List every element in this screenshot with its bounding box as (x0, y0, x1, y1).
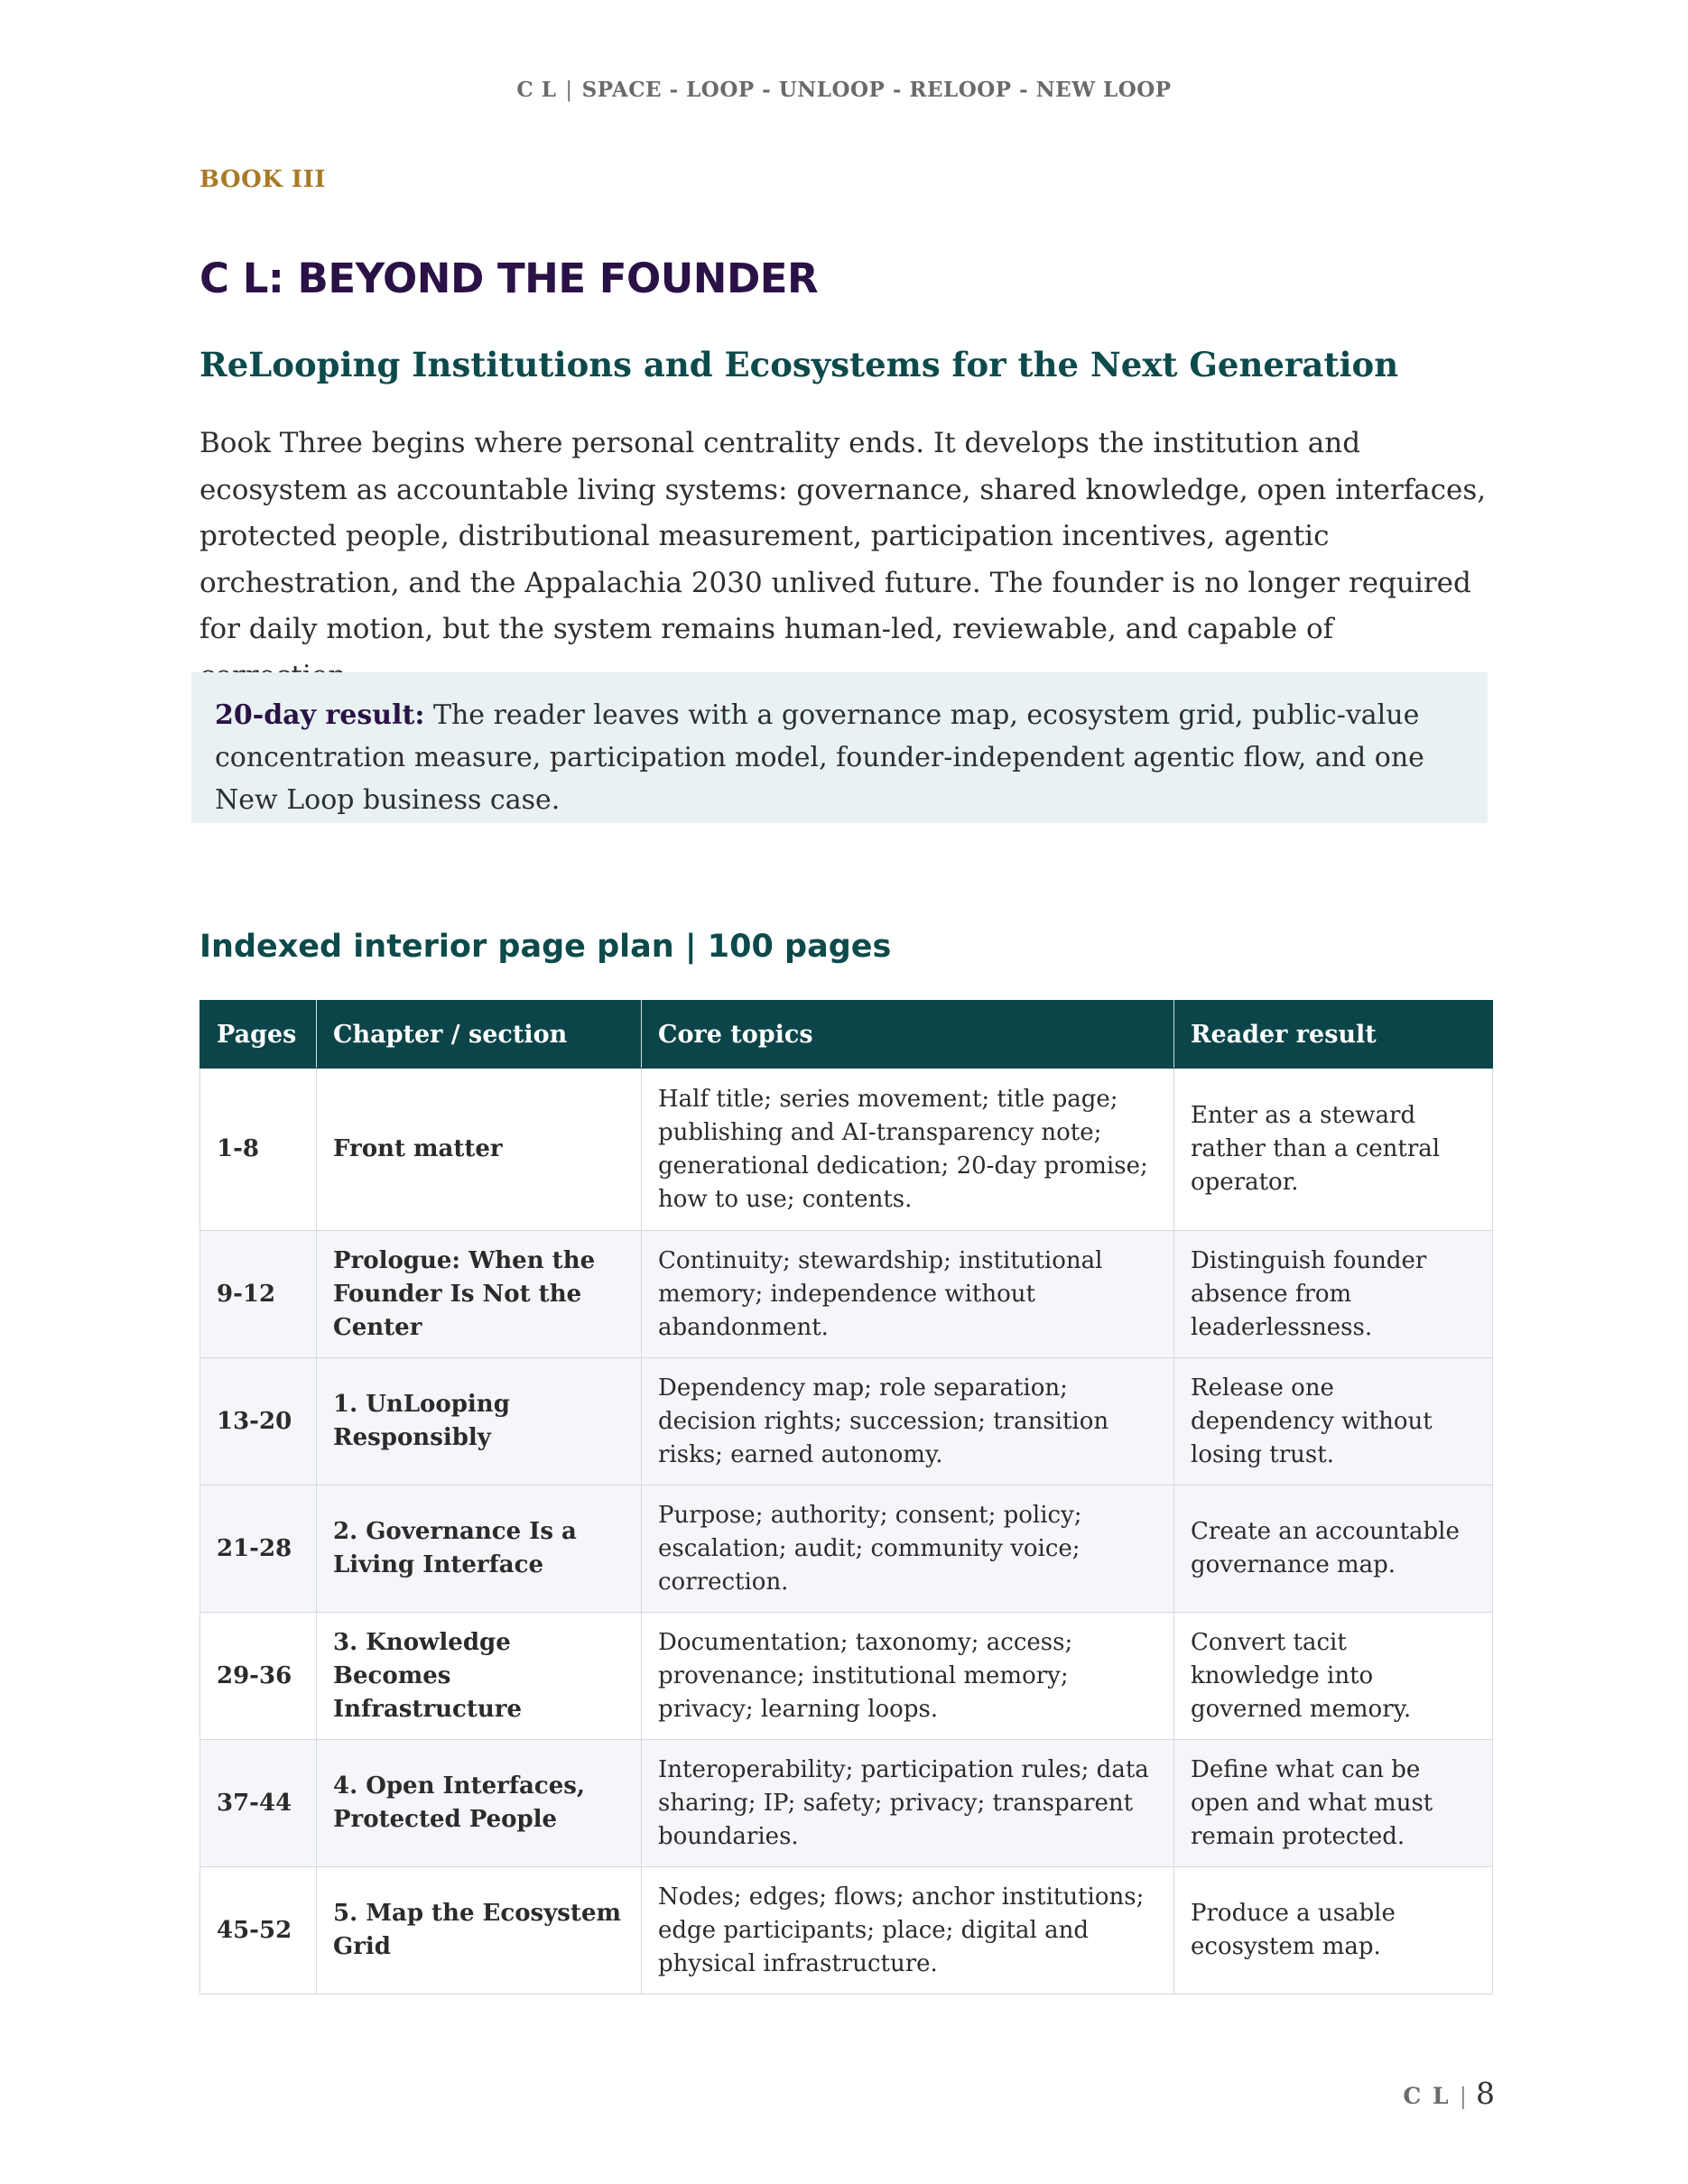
column-header-topics: Core topics (642, 1001, 1174, 1069)
table-row (200, 1069, 1493, 1231)
row-result: Create an accountable governance map. (1174, 1485, 1493, 1613)
section-heading: Indexed interior page plan | 100 pages (199, 929, 892, 965)
row-topics: Continuity; stewardship; institutional memory; independence without abandonment. (642, 1231, 1174, 1358)
table-header-row (200, 1001, 1493, 1069)
intro-paragraph: Book Three begins where personal centrality ends. It develops the institution and ecosystem as accountable living systems: governance, shared knowledge, open interfaces, protected people, distributional measurement, participation incentives, agentic orchestration, and the Appalachia 2030 unlived future. The founder is no longer required for daily motion, but the system remains human-led, reviewable, and capable of (199, 427, 1487, 645)
table-row (200, 1485, 1493, 1613)
page-plan-table (199, 1000, 1493, 1994)
row-pages: 13-20 (200, 1358, 317, 1485)
row-pages: 45-52 (200, 1867, 317, 1994)
row-pages: 29-36 (200, 1613, 317, 1740)
table-row (200, 1613, 1493, 1740)
result-callout (191, 672, 1488, 823)
running-head (0, 78, 1688, 102)
page-footer (1403, 2076, 1495, 2111)
row-result: Define what can be open and what must remain protected. (1174, 1740, 1493, 1867)
column-header-pages: Pages (200, 1001, 317, 1069)
table-row (200, 1740, 1493, 1867)
footer-label: C L (1403, 2083, 1451, 2109)
running-head-title: SPACE - LOOP - UNLOOP - RELOOP - NEW LOOP (581, 78, 1172, 102)
row-pages: 37-44 (200, 1740, 317, 1867)
callout-text: The reader leaves with a governance map, ecosystem grid, public-value concentration measure, participation model, founder-independent agentic flow, and one New Loop business case. (215, 699, 1424, 816)
book-subtitle: ReLooping Institutions and Ecosystems for the Next Generation (199, 345, 1399, 384)
row-chapter: Front matter (317, 1069, 642, 1231)
row-topics: Half title; series movement; title page; publishing and AI-transparency note; generational dedication; 20-day promise; how to use; contents. (642, 1069, 1174, 1231)
row-pages: 9-12 (200, 1231, 317, 1358)
row-topics: Nodes; edges; flows; anchor institutions; edge participants; place; digital and physical infrastructure. (642, 1867, 1174, 1994)
column-header-chapter: Chapter / section (317, 1001, 642, 1069)
row-chapter: 4. Open Interfaces, Protected People (317, 1740, 642, 1867)
footer-separator: | (1459, 2083, 1467, 2109)
row-chapter: 5. Map the Ecosystem Grid (317, 1867, 642, 1994)
row-result: Distinguish founder absence from leaderlessness. (1174, 1231, 1493, 1358)
book-label: BOOK III (199, 166, 326, 193)
running-head-separator: | (565, 79, 573, 102)
table-row (200, 1867, 1493, 1994)
row-chapter: Prologue: When the Founder Is Not the Center (317, 1231, 642, 1358)
row-topics: Purpose; authority; consent; policy; escalation; audit; community voice; correction. (642, 1485, 1174, 1613)
row-result: Produce a usable ecosystem map. (1174, 1867, 1493, 1994)
row-topics: Interoperability; participation rules; data sharing; IP; safety; privacy; transparent boundaries. (642, 1740, 1174, 1867)
row-pages: 21-28 (200, 1485, 317, 1613)
row-result: Release one dependency without losing trust. (1174, 1358, 1493, 1485)
table-row (200, 1358, 1493, 1485)
book-title: C L: BEYOND THE FOUNDER (199, 254, 819, 302)
row-topics: Dependency map; role separation; decision rights; succession; transition risks; earned autonomy. (642, 1358, 1174, 1485)
table-row (200, 1231, 1493, 1358)
column-header-result: Reader result (1174, 1001, 1493, 1069)
page-number: 8 (1476, 2076, 1495, 2111)
row-result: Enter as a steward rather than a central operator. (1174, 1069, 1493, 1231)
row-result: Convert tacit knowledge into governed memory. (1174, 1613, 1493, 1740)
callout-lead: 20-day result: (215, 699, 425, 731)
running-head-series: C L (516, 78, 557, 102)
row-chapter: 1. UnLooping Responsibly (317, 1358, 642, 1485)
row-topics: Documentation; taxonomy; access; provenance; institutional memory; privacy; learning loops. (642, 1613, 1174, 1740)
row-pages: 1-8 (200, 1069, 317, 1231)
row-chapter: 2. Governance Is a Living Interface (317, 1485, 642, 1613)
row-chapter: 3. Knowledge Becomes Infrastructure (317, 1613, 642, 1740)
